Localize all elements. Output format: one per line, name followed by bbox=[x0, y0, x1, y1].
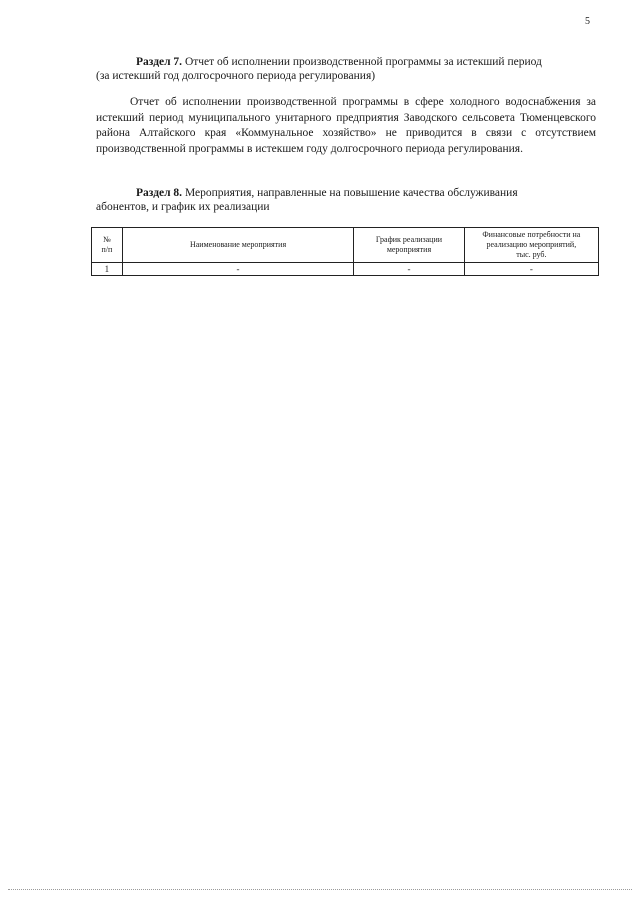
table-row bbox=[92, 263, 599, 276]
section-8-heading bbox=[96, 186, 596, 214]
header-number-line1: № bbox=[103, 235, 111, 244]
row-number: 1 bbox=[92, 263, 123, 276]
report-line-2: водоснабжения за истекший период муниципального унитарного предприятия Заводского bbox=[96, 96, 596, 124]
section-7-title-line2: (за истекший год долгосрочного периода регулирования) bbox=[96, 70, 376, 82]
header-number-line2: п/п bbox=[101, 245, 113, 254]
row-finance: - bbox=[464, 263, 598, 276]
page-number: 5 bbox=[585, 16, 590, 27]
row-schedule: - bbox=[354, 263, 464, 276]
header-schedule-line2: мероприятия bbox=[386, 245, 432, 254]
row-event-name: - bbox=[122, 263, 353, 276]
header-event-name: Наименование мероприятия bbox=[122, 228, 353, 263]
report-line-3: сельсовета Тюменцевского района Алтайского края «Коммунальное хозяйство» bbox=[96, 111, 596, 139]
header-finance-line1: Финансовые потребности на bbox=[482, 230, 581, 239]
table-header-row bbox=[92, 228, 599, 263]
report-paragraph bbox=[96, 95, 596, 157]
section-8-title-line2: абонентов, и график их реализации bbox=[96, 201, 270, 213]
report-line-5: долгосрочного периода регулирования. bbox=[330, 142, 523, 155]
section-8-label: Раздел 8. bbox=[136, 187, 183, 199]
header-finance-line2: реализацию мероприятий, bbox=[486, 240, 577, 249]
header-schedule bbox=[354, 228, 464, 263]
header-number bbox=[92, 228, 123, 263]
events-table bbox=[91, 227, 599, 276]
scan-edge-divider bbox=[8, 889, 632, 890]
section-7-heading bbox=[96, 55, 596, 83]
header-schedule-line1: График реализации bbox=[375, 235, 443, 244]
section-7-label: Раздел 7. bbox=[136, 56, 183, 68]
section-7-title-line1: Отчет об исполнении производственной программы за истекший период bbox=[182, 56, 542, 68]
section-8-title-line1: Мероприятия, направленные на повышение качества обслуживания bbox=[182, 187, 518, 199]
report-line-4: не приводится в связи с отсутствием производственной программы в истекшем году bbox=[96, 127, 596, 155]
header-finance-line3: тыс. руб. bbox=[516, 250, 547, 259]
report-line-1: Отчет об исполнении производственной программы в сфере холодного bbox=[130, 96, 500, 108]
header-finance bbox=[464, 228, 598, 263]
